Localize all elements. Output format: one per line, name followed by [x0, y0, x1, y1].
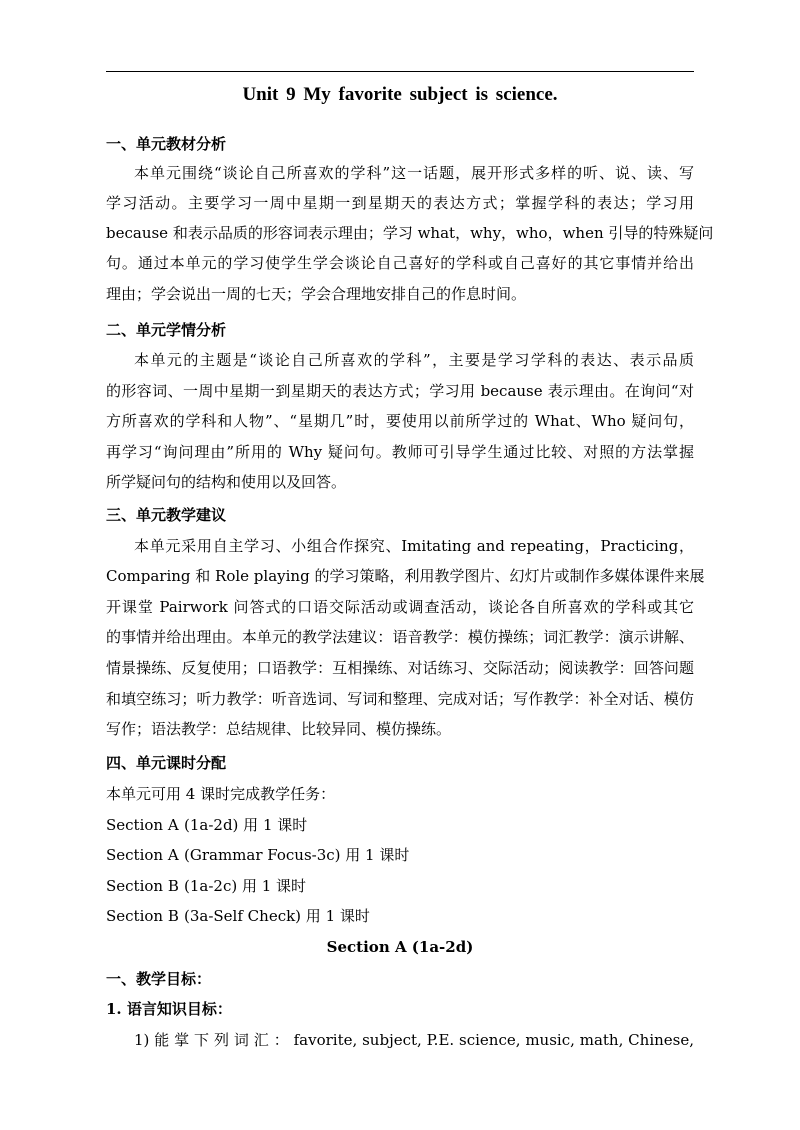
paragraph-line: because 和表示品质的形容词表示理由；学习 what，why，who，when 引导的特殊疑问 [106, 224, 714, 242]
paragraph-line: 再学习“询问理由”所用的 Why 疑问句。教师可引导学生通过比较、对照的方法掌握 [106, 443, 694, 461]
vocab-line: 1) 能 掌 下 列 词 汇 ： favorite, subject, P.E. science, music, math, Chinese, [134, 1031, 694, 1049]
paragraph-line: 开课堂 Pairwork 问答式的口语交际活动或调查活动，谈论各自所喜欢的学科或其它 [106, 598, 694, 616]
paragraph-line: 写作；语法教学：总结规律、比较异同、模仿操练。 [106, 720, 452, 738]
paragraph-line: Comparing 和 Role playing 的学习策略，利用教学图片、幻灯片或制作多媒体课件来展 [106, 567, 705, 585]
paragraph-line: 方所喜欢的学科和人物”、“星期几”时，要使用以前所学过的 What、Who 疑问句， [106, 412, 694, 430]
lesson-goal-heading: 一、教学目标： [106, 970, 212, 988]
paragraph-line: 学习活动。主要学习一周中星期一到星期天的表达方式；掌握学科的表达；学习用 [106, 194, 694, 212]
paragraph-line: 情景操练、反复使用；口语教学：互相操练、对话练习、交际活动；阅读教学：回答问题 [106, 659, 694, 677]
schedule-item [106, 906, 694, 926]
document-title: Unit 9 My favorite subject is science. [242, 84, 558, 105]
schedule-item [106, 876, 694, 896]
paragraph-line: 本单元采用自主学习、小组合作探究、Imitating and repeating，Practicing， [134, 537, 694, 555]
paragraph-line: 句。通过本单元的学习使学生学会谈论自己喜好的学科或自己喜好的其它事情并给出 [106, 254, 694, 272]
paragraph-line: 本单元的主题是“谈论自己所喜欢的学科”，主要是学习学科的表达、表示品质 [134, 351, 694, 369]
schedule-section-name: Section A [106, 846, 179, 864]
paragraph-line: 本单元围绕“谈论自己所喜欢的学科”这一话题，展开形式多样的听、说、读、写 [134, 164, 694, 182]
schedule-item [106, 815, 694, 835]
schedule-section-name: Section A [106, 816, 179, 834]
section-heading: 四、单元课时分配 [106, 754, 227, 772]
schedule-section-name: Section B [106, 907, 179, 925]
schedule-detail: (3a-Self Check) 用 1 课时 [184, 907, 370, 925]
paragraph-line: 理由；学会说出一周的七天；学会合理地安排自己的作息时间。 [106, 285, 527, 303]
section-heading: 三、单元教学建议 [106, 506, 227, 524]
section-heading: 二、单元学情分析 [106, 321, 227, 339]
section-heading: 一、单元教材分析 [106, 135, 227, 153]
schedule-detail: (1a-2d) 用 1 课时 [184, 816, 308, 834]
paragraph-line: 和填空练习；听力教学：听音选词、写词和整理、完成对话；写作教学：补全对话、模仿 [106, 690, 694, 708]
schedule-section-name: Section B [106, 877, 179, 895]
paragraph-line: 的形容词、一周中星期一到星期天的表达方式；学习用 because 表示理由。在询问“对 [106, 382, 694, 400]
lesson-title: Section A (1a-2d) [326, 938, 474, 956]
lesson-sub-heading: 1. 语言知识目标： [106, 1000, 232, 1018]
paragraph-line: 的事情并给出理由。本单元的教学法建议：语音教学：模仿操练；词汇教学：演示讲解、 [106, 628, 694, 646]
header-rule [106, 71, 694, 72]
paragraph-line: 所学疑问句的结构和使用以及回答。 [106, 473, 347, 491]
schedule-intro: 本单元可用 4 课时完成教学任务： [106, 785, 336, 803]
schedule-item [106, 845, 694, 865]
schedule-detail: (1a-2c) 用 1 课时 [184, 877, 307, 895]
schedule-detail: (Grammar Focus-3c) 用 1 课时 [184, 846, 410, 864]
